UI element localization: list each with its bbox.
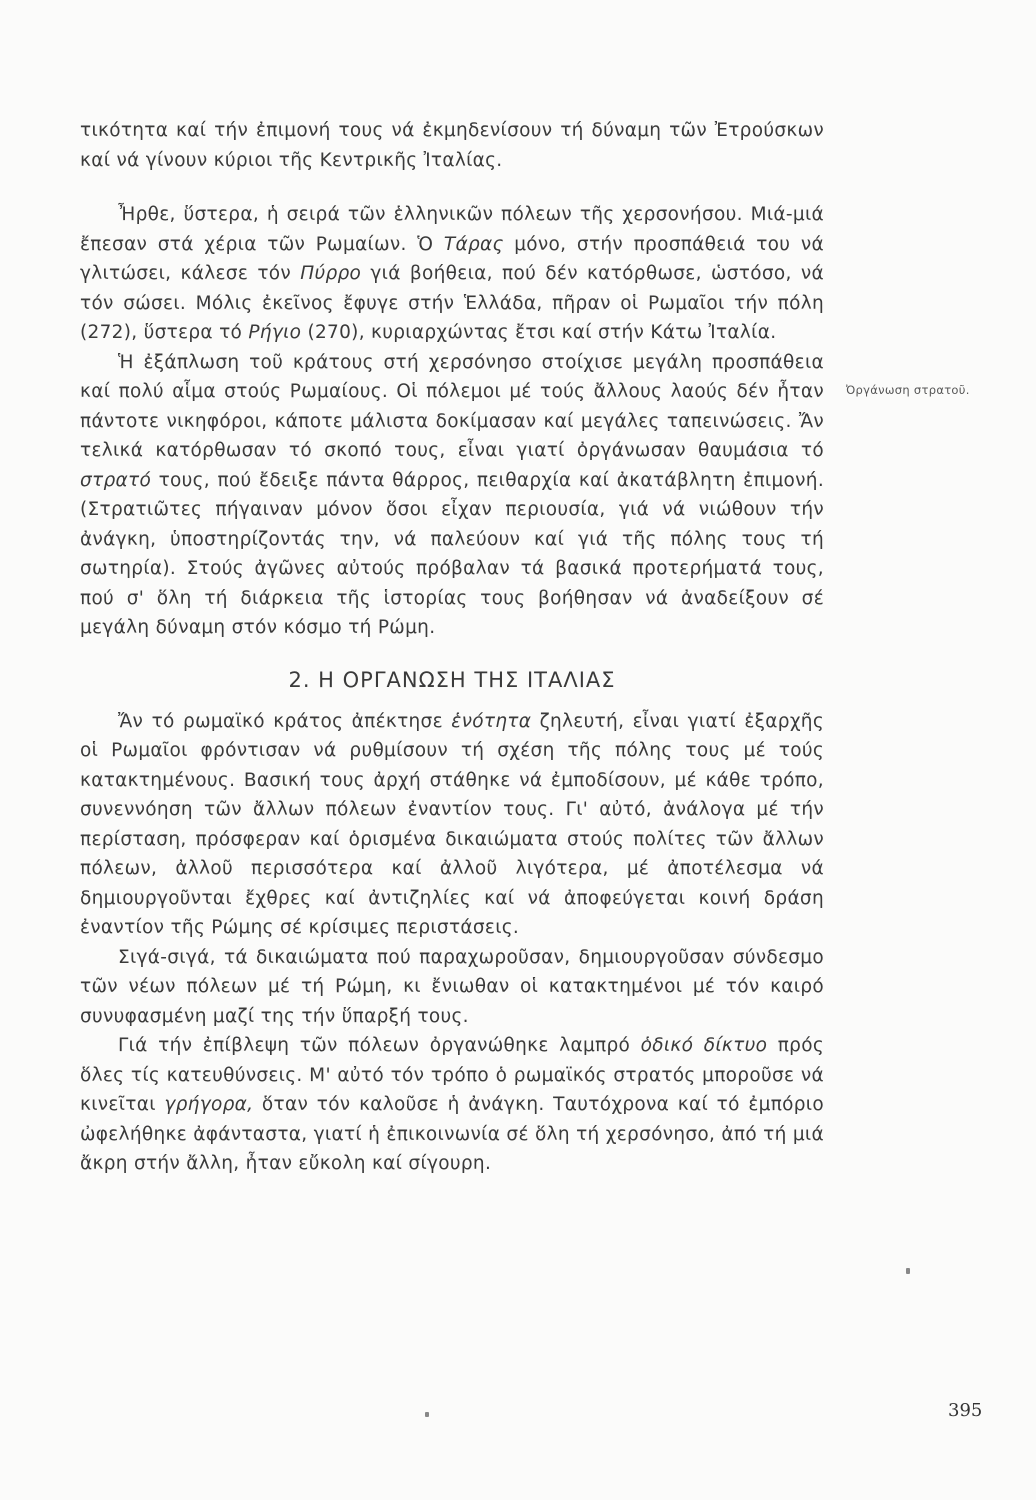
print-speck [906, 1268, 910, 1274]
italic-run: Ρήγιο [248, 322, 302, 343]
text-run: Ἦρθε, ὕστερα, ἡ σειρά τῶν ἑλληνικῶν πόλεων τῆς χερσονήσου. Μιά-μιά ἔπεσαν στά χέρια τῶν Ρωμαίων. Ὁ [80, 204, 824, 255]
page-number: 395 [948, 1400, 983, 1421]
text-run: (270), κυριαρχώντας ἔτσι καί στήν Κάτω Ἰταλία. [301, 322, 777, 343]
text-run: γιά βοήθεια, πού δέν κατόρθωσε, ὡστόσο, νά τόν σώσει. Μόλις ἐκεῖνος ἔφυγε στήν Ἑλλάδα, πῆραν οἱ Ρωμαῖοι τήν πόλη (272), ὕστερα τό [80, 263, 825, 343]
text-run: Ἄν τό ρωμαϊκό κράτος ἀπέκτησε [118, 710, 452, 732]
margin-note: Ὀργάνωση στρατοῦ. [846, 383, 970, 397]
paragraph-2 [80, 200, 824, 348]
main-text-column [80, 116, 824, 1179]
text-run: πρός ὅλες τίς κατευθύνσεις. Μ' αὐτό τόν τρόπο ὁ ρωμαϊκός στρατός μποροῦσε νά κινεῖται [80, 1035, 824, 1115]
text-run: Ἡ ἐξάπλωση τοῦ κράτους στή χερσόνησο στοίχισε μεγάλη προσπάθεια καί πολύ αἷμα στούς Ρωμαίους. Οἱ πόλεμοι μέ τούς ἄλλους λαούς δέν ἦταν πάντοτε νικηφόροι, κάποτε μάλιστα δοκίμασαν καί μεγάλες ταπεινώσεις. Ἄν τελικά κατόρθωσαν τό σκοπό τους, εἶναι γιατί ὀργάνωσαν θαυμάσια τό [80, 351, 824, 461]
print-speck [425, 1412, 429, 1417]
text-run: ὅταν τόν καλοῦσε ἡ ἀνάγκη. Ταυτόχρονα καί τό ἐμπόριο ὠφελήθηκε ἀφάνταστα, γιατί ἡ ἐπικοινωνία σέ ὅλη τή χερσόνησο, ἀπό τή μιά ἄκρη στήν ἄλλη, ἦταν εὔκολη καί σίγουρη. [80, 1094, 824, 1174]
text-run: Σιγά-σιγά, τά δικαιώματα πού παραχωροῦσαν, δημιουργοῦσαν σύνδεσμο τῶν νέων πόλεων μέ τή Ρώμη, κι ἔνιωθαν οἱ κατακτημένοι μέ τόν καιρό συνυφασμένη μαζί της τήν ὕπαρξή τους. [80, 946, 824, 1027]
italic-run: ὁδικό δίκτυο [640, 1035, 768, 1056]
italic-run: γρήγορα, [164, 1094, 254, 1115]
paragraph-6 [80, 1031, 824, 1179]
paragraph-4 [80, 707, 824, 943]
section-heading: 2. Η ΟΡΓΑΝΩΣΗ ΤΗΣ ΙΤΑΛΙΑΣ [288, 667, 616, 692]
italic-run: στρατό [80, 469, 152, 491]
italic-run: Πύρρο [300, 263, 362, 284]
italic-run: Τάρας [443, 233, 504, 255]
text-run: τικότητα καί τήν ἐπιμονή τους νά ἐκμηδενίσουν τή δύναμη τῶν Ἐτρούσκων καί νά γίνουν κύριοι τῆς Κεντρικῆς Ἰταλίας. [80, 120, 824, 171]
text-run: ζηλευτή, εἶναι γιατί ἐξαρχῆς οἱ Ρωμαῖοι φρόντισαν νά ρυθμίσουν τή σχέση τῆς πόλης τους μέ τούς κατακτημένους. Βασική τους ἀρχή στάθηκε νά ἐμποδίσουν, μέ κάθε τρόπο, συνεννόηση τῶν ἄλλων πόλεων ἐναντίον τους. Γι' αὐτό, ἀνάλογα μέ τήν περίσταση, πρόσφεραν καί ὁρισμένα δικαιώματα στούς πολίτες τῶν ἄλλων πόλεων, ἀλλοῦ περισσότερα καί ἀλλοῦ λιγότερα, μέ ἀποτέλεσμα νά δημιουργοῦνται ἔχθρες καί ἀντιζηλίες καί νά ἀποφεύγεται κοινή δράση ἐναντίον τῆς Ρώμης σέ κρίσιμες περιστάσεις. [80, 710, 824, 938]
text-run: τους, πού ἔδειξε πάντα θάρρος, πειθαρχία καί ἀκατάβλητη ἐπιμονή. (Στρατιῶτες πήγαιναν μόνον ὅσοι εἶχαν περιουσία, γιά νά νιώθουν τήν ἀνάγκη, ὑποστηρίζοντάς την, νά παλεύουν καί γιά τῆς πόλης τους τή σωτηρία). Στούς ἀγῶνες αὐτούς πρόβαλαν τά βασικά προτερήματά τους, πού σ' ὅλη τή διάρκεια τῆς ἱστορίας τους βοήθησαν νά ἀναδείξουν σέ μεγάλη δύναμη στόν κόσμο τή Ρώμη. [80, 469, 824, 638]
text-run: Γιά τήν ἐπίβλεψη τῶν πόλεων ὀργανώθηκε λαμπρό [118, 1035, 641, 1056]
paragraph-5 [80, 943, 824, 1032]
paragraph-1 [80, 116, 824, 175]
italic-run: ἑνότητα [451, 710, 532, 732]
paragraph-3 [80, 348, 824, 643]
text-run: μόνο, στήν προσπάθειά του νά γλιτώσει, κάλεσε τόν [80, 233, 824, 284]
